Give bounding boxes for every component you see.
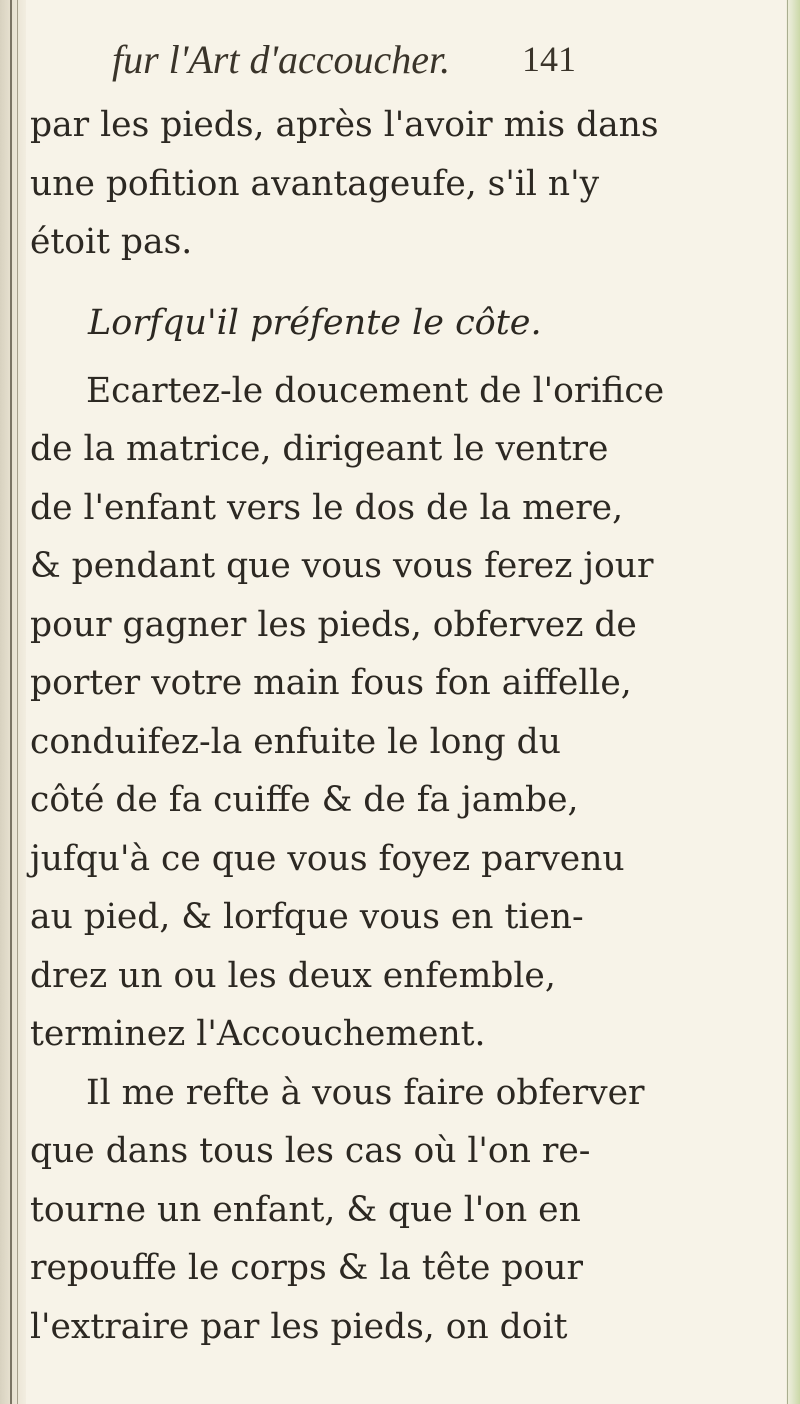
page-gutter-left	[0, 0, 26, 1404]
page-number: 141	[522, 39, 576, 79]
page-gutter-right	[786, 0, 800, 1404]
text-line: porter votre main fous fon aiffelle,	[30, 663, 632, 703]
text-line: par les pieds, après l'avoir mis dans	[30, 105, 659, 145]
text-line: étoit pas.	[30, 222, 193, 262]
text-line: que dans tous les cas où l'on re-	[30, 1131, 591, 1171]
text-line: repouffe le corps & la tête pour	[30, 1248, 583, 1288]
text-line: conduifez-la enfuite le long du	[30, 721, 561, 762]
text-line: tourne un enfant, & que l'on en	[30, 1189, 581, 1230]
text-line: Ecartez-le doucement de l'orifice	[86, 370, 665, 411]
text-line: drez un ou les deux enfemble,	[30, 955, 556, 996]
text-line: & pendant que vous vous ferez jour	[30, 546, 654, 586]
binding-edge-line-secondary	[17, 0, 18, 1404]
binding-edge-line	[10, 0, 12, 1404]
text-line: de la matrice, dirigeant le ventre	[30, 429, 609, 469]
text-line: au pied, & lorfque vous en tien-	[30, 897, 584, 937]
running-head	[112, 36, 632, 86]
right-edge-line	[787, 0, 788, 1404]
text-line: une pofition avantageufe, s'il n'y	[30, 163, 600, 204]
text-line: jufqu'à ce que vous foyez parvenu	[30, 838, 625, 879]
text-line: Il me refte à vous faire obferver	[86, 1072, 645, 1113]
section-heading: Lorfqu'il préfente le côte.	[88, 302, 542, 343]
text-line: pour gagner les pieds, obfervez de	[30, 604, 637, 645]
text-line: terminez l'Accouchement.	[30, 1014, 486, 1054]
text-line: côté de fa cuiffe & de fa jambe,	[30, 780, 579, 820]
running-head-title: fur l'Art d'accoucher.	[112, 37, 451, 82]
text-line: de l'enfant vers le dos de la mere,	[30, 487, 624, 528]
text-line: l'extraire par les pieds, on doit	[30, 1306, 568, 1347]
page-text	[30, 96, 665, 1356]
